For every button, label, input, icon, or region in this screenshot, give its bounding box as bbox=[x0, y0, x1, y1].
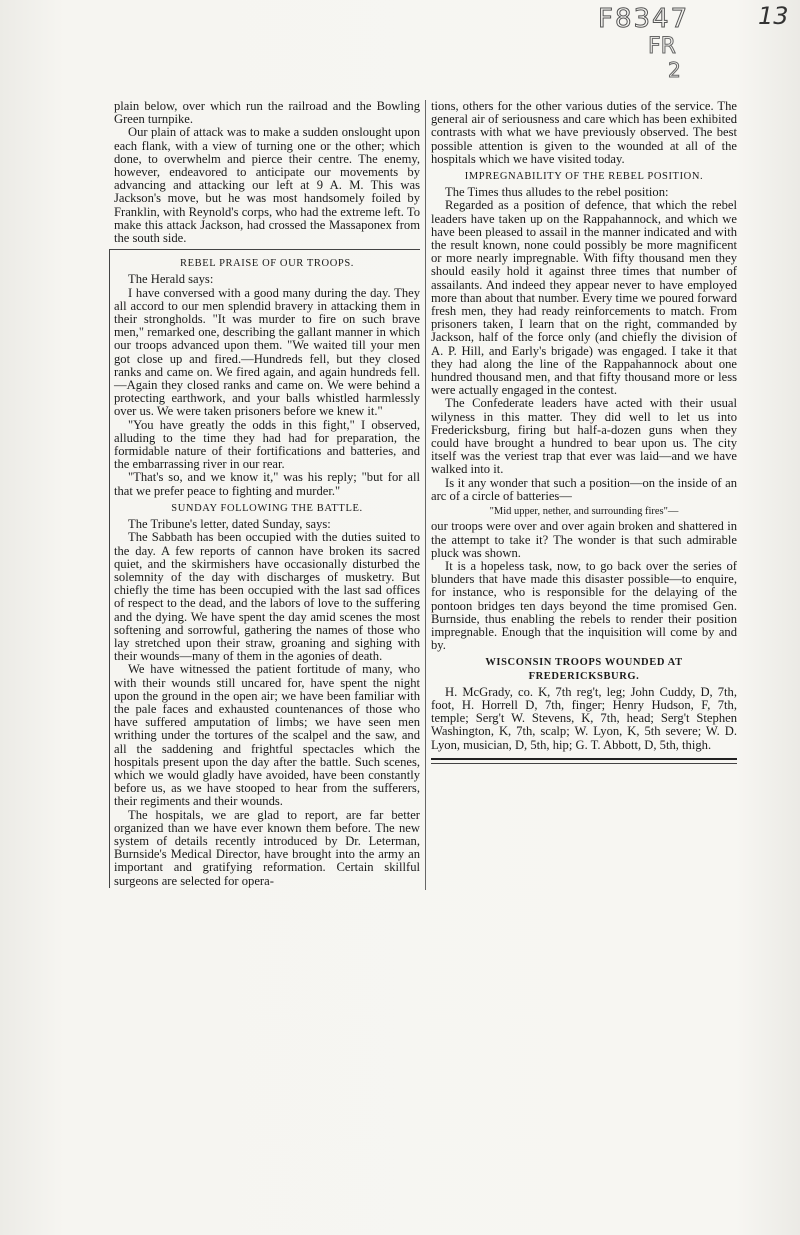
paragraph: The Herald says: bbox=[128, 272, 214, 287]
rebel-praise-section bbox=[109, 249, 420, 888]
left-column bbox=[114, 100, 420, 888]
paragraph: Regarded as a position of defence, that which the rebel leaders have taken up on the Rappahannock, and which we have been pleased to assail in the manner indicated and with the result known, none could possibly be more magnificent or more nearly impregnable. With fifty thousand men they should easily hold it against three times that number of assailants. And indeed they appear never to have employed more than about that number. Every time we poured forward fresh men, they had ready reinforcements to match. From prisoners taken, I learn that on the right, commanded by Jackson, half of the force only (and chiefly the division of A. P. Hill, and Early's brigade) was engaged. I take it that they had along the line of the Rappahannock about one hundred thousand men, and that fifty thousand more or less were actually engaged in the contest. bbox=[431, 198, 737, 398]
closing-rule bbox=[431, 758, 737, 764]
paragraph: "You have greatly the odds in this fight," I observed, alluding to the time they had had for preparation, the formidable nature of their fortifications and batteries, and the embarrassing river in our rear. bbox=[114, 417, 420, 472]
paragraph: tions, others for the other various duties of the service. The general air of seriousness and care which has been exhibited contrasts with what we have previously observed. The best possible attention is given to the wounded at all of the hospitals which we have visited today. bbox=[431, 99, 737, 166]
handwritten-note-fr: FR bbox=[648, 34, 676, 59]
paragraph: Our plain of attack was to make a sudden onslought upon each flank, with a view of turning one or the other; which done, to overwhelm and pierce their centre. The enemy, however, endeavored to anticipate our movements by advancing and attacking our left at 9 A. M. This was Jackson's move, but he was most handsomely foiled by Franklin, with Reynold's corps, who had the extreme left. To make this attack Jackson, had crossed the Massaponex from the south side. bbox=[114, 125, 420, 246]
paragraph: plain below, over which run the railroad and the Bowling Green turnpike. bbox=[114, 99, 420, 127]
paragraph: our troops were over and over again broken and shattered in the attempt to take it? The wonder is that such admirable pluck was shown. bbox=[431, 519, 737, 560]
column-divider bbox=[425, 100, 426, 890]
handwritten-note-number: 2 bbox=[668, 58, 681, 82]
poem-quote: "Mid upper, nether, and surrounding fires"— bbox=[489, 506, 679, 518]
right-column bbox=[431, 100, 737, 764]
paragraph: Is it any wonder that such a position—on the inside of an arc of a circle of batteries— bbox=[431, 475, 737, 503]
archive-reference: F8347 bbox=[598, 4, 690, 34]
paragraph: We have witnessed the patient fortitude of many, who with their wounds still uncared for, have spent the night upon the ground in the open air; we have been familiar with the pale faces and exhausted countenances of those who have suffered amputation of limbs; we have seen men writhing under the tortures of the scalpel and the saw, and all the saddening and frightful spectacles which the hospitals present upon the day after the battle. Such scenes, which we would gladly have avoided, have been constantly before us, as we have stooped to hear from the sufferers, their regiments and their wounds. bbox=[114, 662, 420, 809]
paragraph: The Tribune's letter, dated Sunday, says: bbox=[128, 517, 331, 532]
section-heading: REBEL PRAISE OF OUR TROOPS. bbox=[179, 258, 355, 270]
paragraph: The Sabbath has been occupied with the duties suited to the day. A few reports of cannon have broken its sacred quiet, and the skirmishers have occasionally disturbed the solemnity of the day with discharges of musketry. But chiefly the time has been occupied with the last sad offices of respect to the dead, and the labors of love to the suffering and the dying. We have spent the day amid scenes the most softening and sorrowful, gathering the names of those who lay stretched upon their straw, groaning and sighing with their wounds—many of them in the agonies of death. bbox=[114, 530, 420, 664]
paragraph: I have conversed with a good many during the day. They all accord to our men splendid bravery in attacking them in their strongholds. "It was murder to fire on such brave men," remarked one, describing the gallant manner in which our troops advanced upon them. "We waited till your men got close up and fired.—Hundreds fell, but they closed ranks and came on. We fired again, and again hundreds fell.—Again they closed ranks and came on. We were behind a protecting earthwork, and your balls whistled harmlessly over us. We were taken prisoners before we knew it." bbox=[114, 285, 420, 419]
paragraph: "That's so, and we know it," was his reply; "but for all that we prefer peace to fighting and murder." bbox=[114, 470, 420, 498]
section-heading: WISCONSIN TROOPS WOUNDED AT FREDERICKSBURG. bbox=[485, 657, 683, 682]
section-heading: IMPREGNABILITY OF THE REBEL POSITION. bbox=[464, 171, 704, 183]
paragraph: The Confederate leaders have acted with their usual wilyness in this matter. They did well to let us into Fredericksburg, firing but half-a-dozen guns when they could have brought a hundred to bear upon us. The city itself was the veriest trap that ever was laid—and we have walked into it. bbox=[431, 396, 737, 477]
page-number: 13 bbox=[758, 2, 789, 30]
paragraph: The Times thus alludes to the rebel position: bbox=[445, 185, 669, 200]
casualty-list: H. McGrady, co. K, 7th reg't, leg; John Cuddy, D, 7th, foot, H. Horrell D, 7th, finger; Henry Hudson, F, 7th, temple; Serg't W. Stevens, K, 7th, head; Serg't Stephen Washington, K, 7th, scalp; W. Lyon, K, 5th severe; W. D. Lyon, musician, D, 5th, hip; G. T. Abbott, D, 5th, thigh. bbox=[431, 684, 737, 752]
paragraph: The hospitals, we are glad to report, are far better organized than we have ever known them before. The new system of details recently introduced by Dr. Leterman, Burnside's Medical Director, have brought into the army an important and gratifying reformation. Certain skillful surgeons are selected for opera- bbox=[114, 807, 420, 888]
section-heading: SUNDAY FOLLOWING THE BATTLE. bbox=[171, 502, 363, 514]
paragraph: It is a hopeless task, now, to go back over the series of blunders that have made this disaster possible—to enquire, for instance, who is responsible for the delaying of the pontoon bridges ten days beyond the time promised Gen. Burnside, thus enabling the rebels to render their position impregnable. Enough that the inquisition will come by and by. bbox=[431, 558, 737, 653]
